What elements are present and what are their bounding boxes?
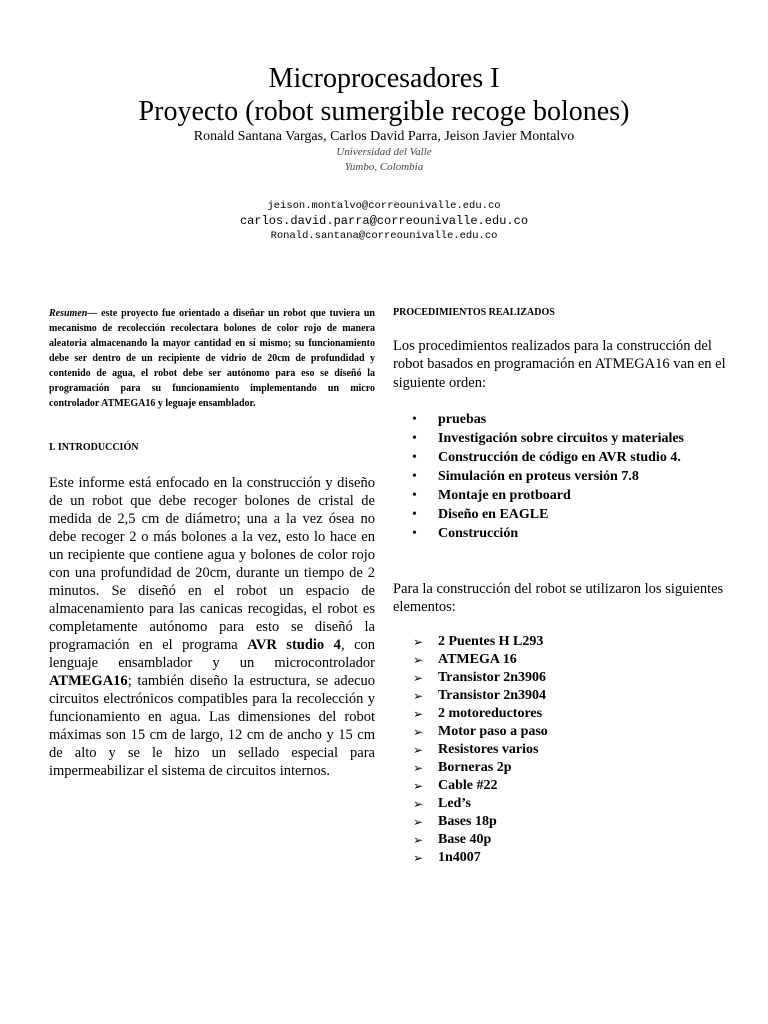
list-item	[393, 813, 733, 831]
list-item-label: Diseño en EAGLE	[438, 506, 549, 522]
list-item	[393, 795, 733, 813]
elements-list	[393, 633, 733, 867]
elements-intro: Para la construcción del robot se utilizaron los siguientes elementos:	[393, 580, 724, 616]
list-item	[393, 633, 733, 651]
list-item	[393, 705, 733, 723]
list-item-label: Montaje en protboard	[438, 487, 571, 503]
list-item	[393, 410, 733, 429]
arrow-bullet-icon: ➢	[413, 815, 424, 830]
list-item	[393, 849, 733, 867]
list-item-label: ATMEGA 16	[438, 652, 517, 668]
abstract-label: Resumen—	[49, 308, 98, 319]
list-item-label: Investigación sobre circuitos y materiales	[438, 430, 685, 446]
left-column	[49, 306, 375, 780]
bullet-icon: •	[412, 411, 417, 427]
bullet-icon: •	[412, 468, 417, 484]
paper-title-line2: Proyecto (robot sumergible recoge bolones)	[138, 96, 630, 127]
list-item-label: 2 Puentes H L293	[438, 634, 544, 650]
arrow-bullet-icon: ➢	[413, 833, 424, 848]
arrow-bullet-icon: ➢	[413, 689, 424, 704]
list-item-label: Transistor 2n3906	[438, 670, 546, 686]
arrow-bullet-icon: ➢	[413, 743, 424, 758]
list-item	[393, 777, 733, 795]
list-item-label: Cable #22	[438, 778, 498, 794]
list-item-label: Transistor 2n3904	[438, 688, 546, 704]
intro-text-part: Este informe está enfocado en la construcción y diseño de un robot que debe recoger bolones de cristal de medida de 2,5 cm de diámetro; una a la vez ósea no debe recoger 2 o más bolones a la vez, esto lo hace en un recipiente que contiene agua y bolones de color rojo con una profundidad de 20cm, durante un tiempo de 2 minutos. Se diseñó en el robot un espacio de almacenamiento para las canicas recogidas, el robot es completamente autónomo para esto se diseñó la programación en el programa	[49, 475, 375, 653]
arrow-bullet-icon: ➢	[413, 671, 424, 686]
list-item-label: Construcción	[438, 525, 519, 541]
list-item-label: Borneras 2p	[438, 760, 512, 776]
list-item-label: Motor paso a paso	[438, 724, 548, 740]
list-item-label: pruebas	[438, 411, 487, 427]
intro-bold-atmega16: ATMEGA16	[49, 673, 128, 689]
abstract-text: este proyecto fue orientado a diseñar un robot que tuviera un mecanismo de recolección recolectara bolones de color rojo de manera aleatoria almacenando la mayor cantidad en sí mismo; su funcionamiento debe ser dentro de un recipiente de vidrio de 20cm de profundidad y contenido de agua, el robot debe ser autónomo para eso se diseñó la programación para su funcionamiento implementando un micro controlador ATMEGA16 y leguaje ensamblador.	[49, 308, 375, 409]
bullet-icon: •	[412, 430, 417, 446]
list-item	[393, 505, 733, 524]
list-item-label: Bases 18p	[438, 814, 497, 830]
list-item	[393, 651, 733, 669]
list-item	[393, 831, 733, 849]
list-item	[393, 486, 733, 505]
list-item	[393, 467, 733, 486]
arrow-bullet-icon: ➢	[413, 797, 424, 812]
paper-title-line1: Microprocesadores I	[268, 63, 500, 94]
author-list: Ronald Santana Vargas, Carlos David Parra, Jeison Javier Montalvo	[193, 129, 575, 144]
abstract	[49, 306, 375, 411]
list-item-label: Led’s	[438, 796, 471, 812]
section-heading-procedures: PROCEDIMIENTOS REALIZADOS	[393, 307, 555, 318]
list-item-label: Resistores varios	[438, 742, 539, 758]
arrow-bullet-icon: ➢	[413, 779, 424, 794]
email-address: jeison.montalvo@correounivalle.edu.co	[267, 200, 501, 212]
affiliation-location: Yumbo, Colombia	[344, 161, 424, 173]
list-item-label: Simulación en proteus versión 7.8	[438, 468, 639, 484]
email-address: carlos.david.parra@correounivalle.edu.co	[239, 214, 529, 228]
intro-bold-avr-studio: AVR studio 4	[247, 637, 341, 653]
list-item-label: Base 40p	[438, 832, 492, 848]
introduction-paragraph	[49, 474, 375, 780]
list-item	[393, 429, 733, 448]
arrow-bullet-icon: ➢	[413, 725, 424, 740]
section-heading-introduction: I. INTRODUCCIÓN	[49, 442, 139, 453]
bullet-icon: •	[412, 506, 417, 522]
list-item	[393, 687, 733, 705]
list-item	[393, 741, 733, 759]
list-item	[393, 448, 733, 467]
arrow-bullet-icon: ➢	[413, 761, 424, 776]
list-item	[393, 723, 733, 741]
right-column	[393, 306, 733, 867]
list-item	[393, 524, 733, 543]
affiliation-university: Universidad del Valle	[336, 146, 432, 158]
email-list	[0, 199, 768, 244]
procedures-intro: Los procedimientos realizados para la construcción del robot basados en programación en ATMEGA16 van en el siguiente orden:	[393, 338, 726, 391]
list-item	[393, 759, 733, 777]
list-item-label: Construcción de código en AVR studio 4.	[438, 449, 681, 465]
bullet-icon: •	[412, 525, 417, 541]
procedure-steps-list	[393, 410, 733, 543]
email-address: Ronald.santana@correounivalle.edu.co	[270, 230, 498, 242]
intro-text-part: , con lenguaje ensamblador y un microcontrolador	[49, 637, 376, 671]
list-item-label: 2 motoreductores	[438, 706, 543, 722]
list-item-label: 1n4007	[438, 850, 481, 866]
arrow-bullet-icon: ➢	[413, 707, 424, 722]
arrow-bullet-icon: ➢	[413, 635, 424, 650]
bullet-icon: •	[412, 487, 417, 503]
paper-header	[0, 62, 768, 244]
intro-text-part: ; también diseño la estructura, se adecuo circuitos electrónicos compatibles para la recolección y funcionamiento en agua. Las dimensiones del robot máximas son 15 cm de largo, 12 cm de ancho y 15 cm de alto y se le hizo un sellado especial para impermeabilizar el sistema de circuitos internos.	[49, 673, 375, 779]
list-item	[393, 669, 733, 687]
bullet-icon: •	[412, 449, 417, 465]
arrow-bullet-icon: ➢	[413, 851, 424, 866]
arrow-bullet-icon: ➢	[413, 653, 424, 668]
